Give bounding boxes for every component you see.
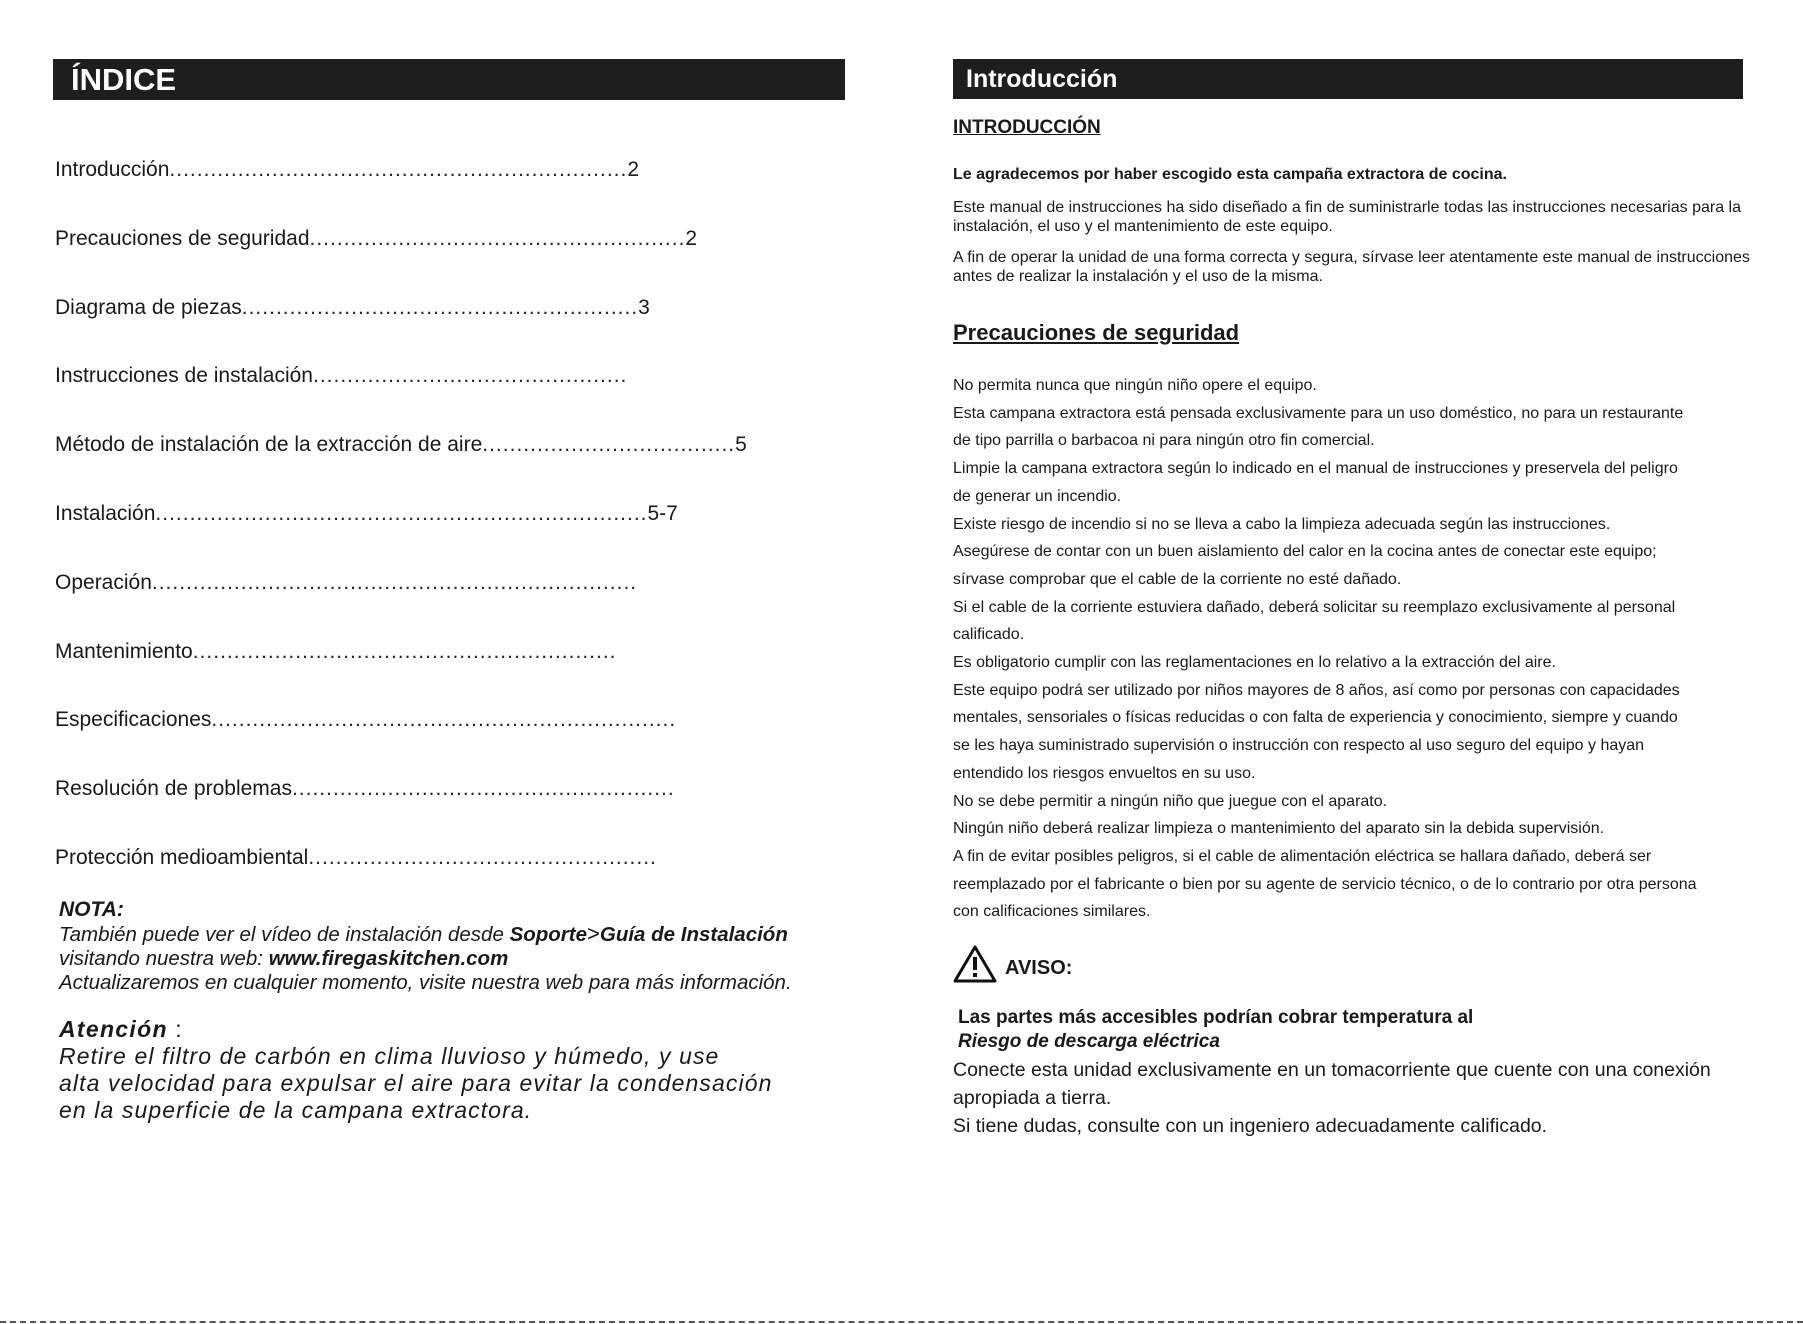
note-line-2: visitando nuestra web: www.firegaskitchen.com <box>59 947 509 970</box>
attention-title: Atención <box>59 1016 168 1042</box>
support-link[interactable]: Soporte <box>509 923 588 946</box>
toc-title: Operación <box>55 570 152 594</box>
toc-title: Precauciones de seguridad <box>55 226 310 250</box>
toc-entry[interactable] <box>55 769 845 838</box>
grounding-instructions <box>953 1056 1753 1140</box>
toc-dots: .............................................................. <box>192 639 617 663</box>
toc-entry[interactable] <box>55 425 845 494</box>
toc-entry[interactable] <box>55 150 845 219</box>
toc-entry[interactable] <box>55 219 845 288</box>
safety-line: Si el cable de la corriente estuviera dañado, deberá solicitar su reemplazo exclusivamente al personal <box>953 598 1676 616</box>
toc-entry[interactable] <box>55 356 845 425</box>
toc-title: Instrucciones de instalación <box>55 364 313 388</box>
toc-page: 2 <box>627 158 640 181</box>
safety-line: Existe riesgo de incendio si no se lleva a cabo la limpieza adecuada según las instrucciones. <box>953 515 1611 533</box>
install-guide-link[interactable]: Guía de Instalación <box>599 923 788 946</box>
toc-dots: ..................................... <box>482 433 736 457</box>
safety-line: de tipo parrilla o barbacoa ni para ningún otro fin comercial. <box>953 432 1375 450</box>
safety-line: calificado. <box>953 626 1025 644</box>
attention-block <box>59 1016 849 1124</box>
grounding-line: Conecte esta unidad exclusivamente en un tomacorriente que cuente con una conexión <box>953 1059 1711 1081</box>
toc-page: 2 <box>685 226 698 250</box>
safety-line: No permita nunca que ningún niño opere el equipo. <box>953 377 1317 394</box>
warning-label: AVISO: <box>1005 956 1073 979</box>
toc-title: Introducción <box>55 158 170 181</box>
safety-heading: Precauciones de seguridad <box>953 320 1240 345</box>
safety-line: Esta campana extractora está pensada exclusivamente para un uso doméstico, no para un restaurante <box>953 404 1684 422</box>
safety-line: entendido los riesgos envueltos en su uso. <box>953 764 1256 782</box>
safety-line: Limpie la campana extractora según lo indicado en el manual de instrucciones y preservela del peligro <box>953 460 1678 478</box>
safety-line: reemplazado por el fabricante o bien por su agente de servicio técnico, o de lo contrario por otra persona <box>953 875 1697 893</box>
safety-line: Asegúrese de contar con un buen aislamiento del calor en la cocina antes de conectar este equipo; <box>953 543 1657 561</box>
toc-dots: ........................................................ <box>291 777 675 801</box>
toc-dots: ................................................... <box>308 845 657 869</box>
toc-page: 5 <box>735 433 747 457</box>
warning-row <box>953 944 1072 984</box>
safety-line: se les haya suministrado supervisión o instrucción con respecto al uso seguro del equipo y hayan <box>953 737 1645 755</box>
safety-line: con calificaciones similares. <box>953 903 1151 921</box>
index-header: ÍNDICE <box>53 59 845 100</box>
attention-line: en la superficie de la campana extractora. <box>59 1097 533 1123</box>
electric-shock-risk: Riesgo de descarga eléctrica <box>958 1031 1220 1052</box>
note-title: NOTA: <box>59 898 124 921</box>
toc-entry[interactable] <box>55 288 845 357</box>
intro-heading: INTRODUCCIÓN <box>953 117 1101 138</box>
note-line-3: Actualizaremos en cualquier momento, visite nuestra web para más información. <box>59 971 792 994</box>
toc-dots: ................................................................... <box>169 158 628 181</box>
attention-title-row: Atención : <box>59 1016 183 1042</box>
intro-header: Introducción <box>953 59 1743 99</box>
toc-title: Protección medioambiental <box>55 845 309 869</box>
toc-title: Método de instalación de la extracción de aire <box>55 433 483 457</box>
grounding-line: Si tiene dudas, consulte con un ingeniero adecuadamente calificado. <box>953 1115 1548 1137</box>
note-block <box>59 898 849 995</box>
toc-dots: ........................................................................ <box>155 501 648 525</box>
toc-entry[interactable] <box>55 838 845 907</box>
safety-line: sírvase comprobar que el cable de la corriente no esté dañado. <box>953 570 1402 588</box>
note-line-1: También puede ver el vídeo de instalación desde Soporte>Guía de Instalación <box>59 921 788 946</box>
toc-title: Especificaciones <box>55 708 212 732</box>
website-link[interactable]: www.firegaskitchen.com <box>268 947 509 970</box>
toc-title: Instalación <box>55 501 156 525</box>
toc-dots: .................................................................... <box>211 708 677 732</box>
safety-line: mentales, sensoriales o físicas reducidas o con falta de experiencia y conocimiento, siempre y cuando <box>953 709 1678 727</box>
table-of-contents <box>55 150 845 907</box>
grounding-line: apropiada a tierra. <box>953 1087 1112 1109</box>
toc-entry[interactable] <box>55 700 845 769</box>
toc-dots: .......................................................... <box>241 295 639 319</box>
toc-dots: ....................................................................... <box>151 570 638 594</box>
safety-line: A fin de evitar posibles peligros, si el cable de alimentación eléctrica se hallara dañado, deberá ser <box>953 847 1652 865</box>
toc-page: 3 <box>638 295 650 319</box>
thanks-text: Le agradecemos por haber escogido esta campaña extractora de cocina. <box>953 166 1507 183</box>
toc-page: 5-7 <box>647 501 678 525</box>
attention-line: alta velocidad para expulsar el aire para evitar la condensación <box>59 1070 773 1096</box>
safety-line: No se debe permitir a ningún niño que juegue con el aparato. <box>953 792 1388 810</box>
toc-title: Diagrama de piezas <box>55 295 242 319</box>
safety-line: Ningún niño deberá realizar limpieza o mantenimiento del aparato sin la debida supervisión. <box>953 820 1605 838</box>
safety-line: Este equipo podrá ser utilizado por niños mayores de 8 años, así como por personas con capacidades <box>953 681 1680 699</box>
toc-entry[interactable] <box>55 632 845 701</box>
hot-parts-warning: Las partes más accesibles podrían cobrar temperatura al <box>958 1007 1474 1028</box>
intro-paragraph: A fin de operar la unidad de una forma correcta y segura, sírvase leer atentamente este manual de instrucciones antes de realizar la instalación y el uso de la misma. <box>953 249 1750 285</box>
warning-triangle-icon <box>953 944 997 984</box>
toc-dots: ....................................................... <box>309 226 686 250</box>
safety-list <box>953 372 1763 926</box>
toc-dots: .............................................. <box>312 364 628 388</box>
attention-line: Retire el filtro de carbón en clima lluvioso y húmedo, y use <box>59 1043 720 1069</box>
toc-title: Mantenimiento <box>55 639 193 663</box>
intro-paragraph: Este manual de instrucciones ha sido diseñado a fin de suministrarle todas las instrucciones necesarias para la instalación, el uso y el mantenimiento de este equipo. <box>953 199 1741 235</box>
page-bottom-divider <box>0 1321 1803 1323</box>
toc-entry[interactable] <box>55 563 845 632</box>
safety-line: Es obligatorio cumplir con las reglamentaciones en lo relativo a la extracción del aire. <box>953 654 1556 672</box>
safety-line: de generar un incendio. <box>953 487 1122 505</box>
toc-entry[interactable] <box>55 494 845 563</box>
toc-title: Resolución de problemas <box>55 777 292 801</box>
arrow-right-icon: > <box>587 921 600 946</box>
